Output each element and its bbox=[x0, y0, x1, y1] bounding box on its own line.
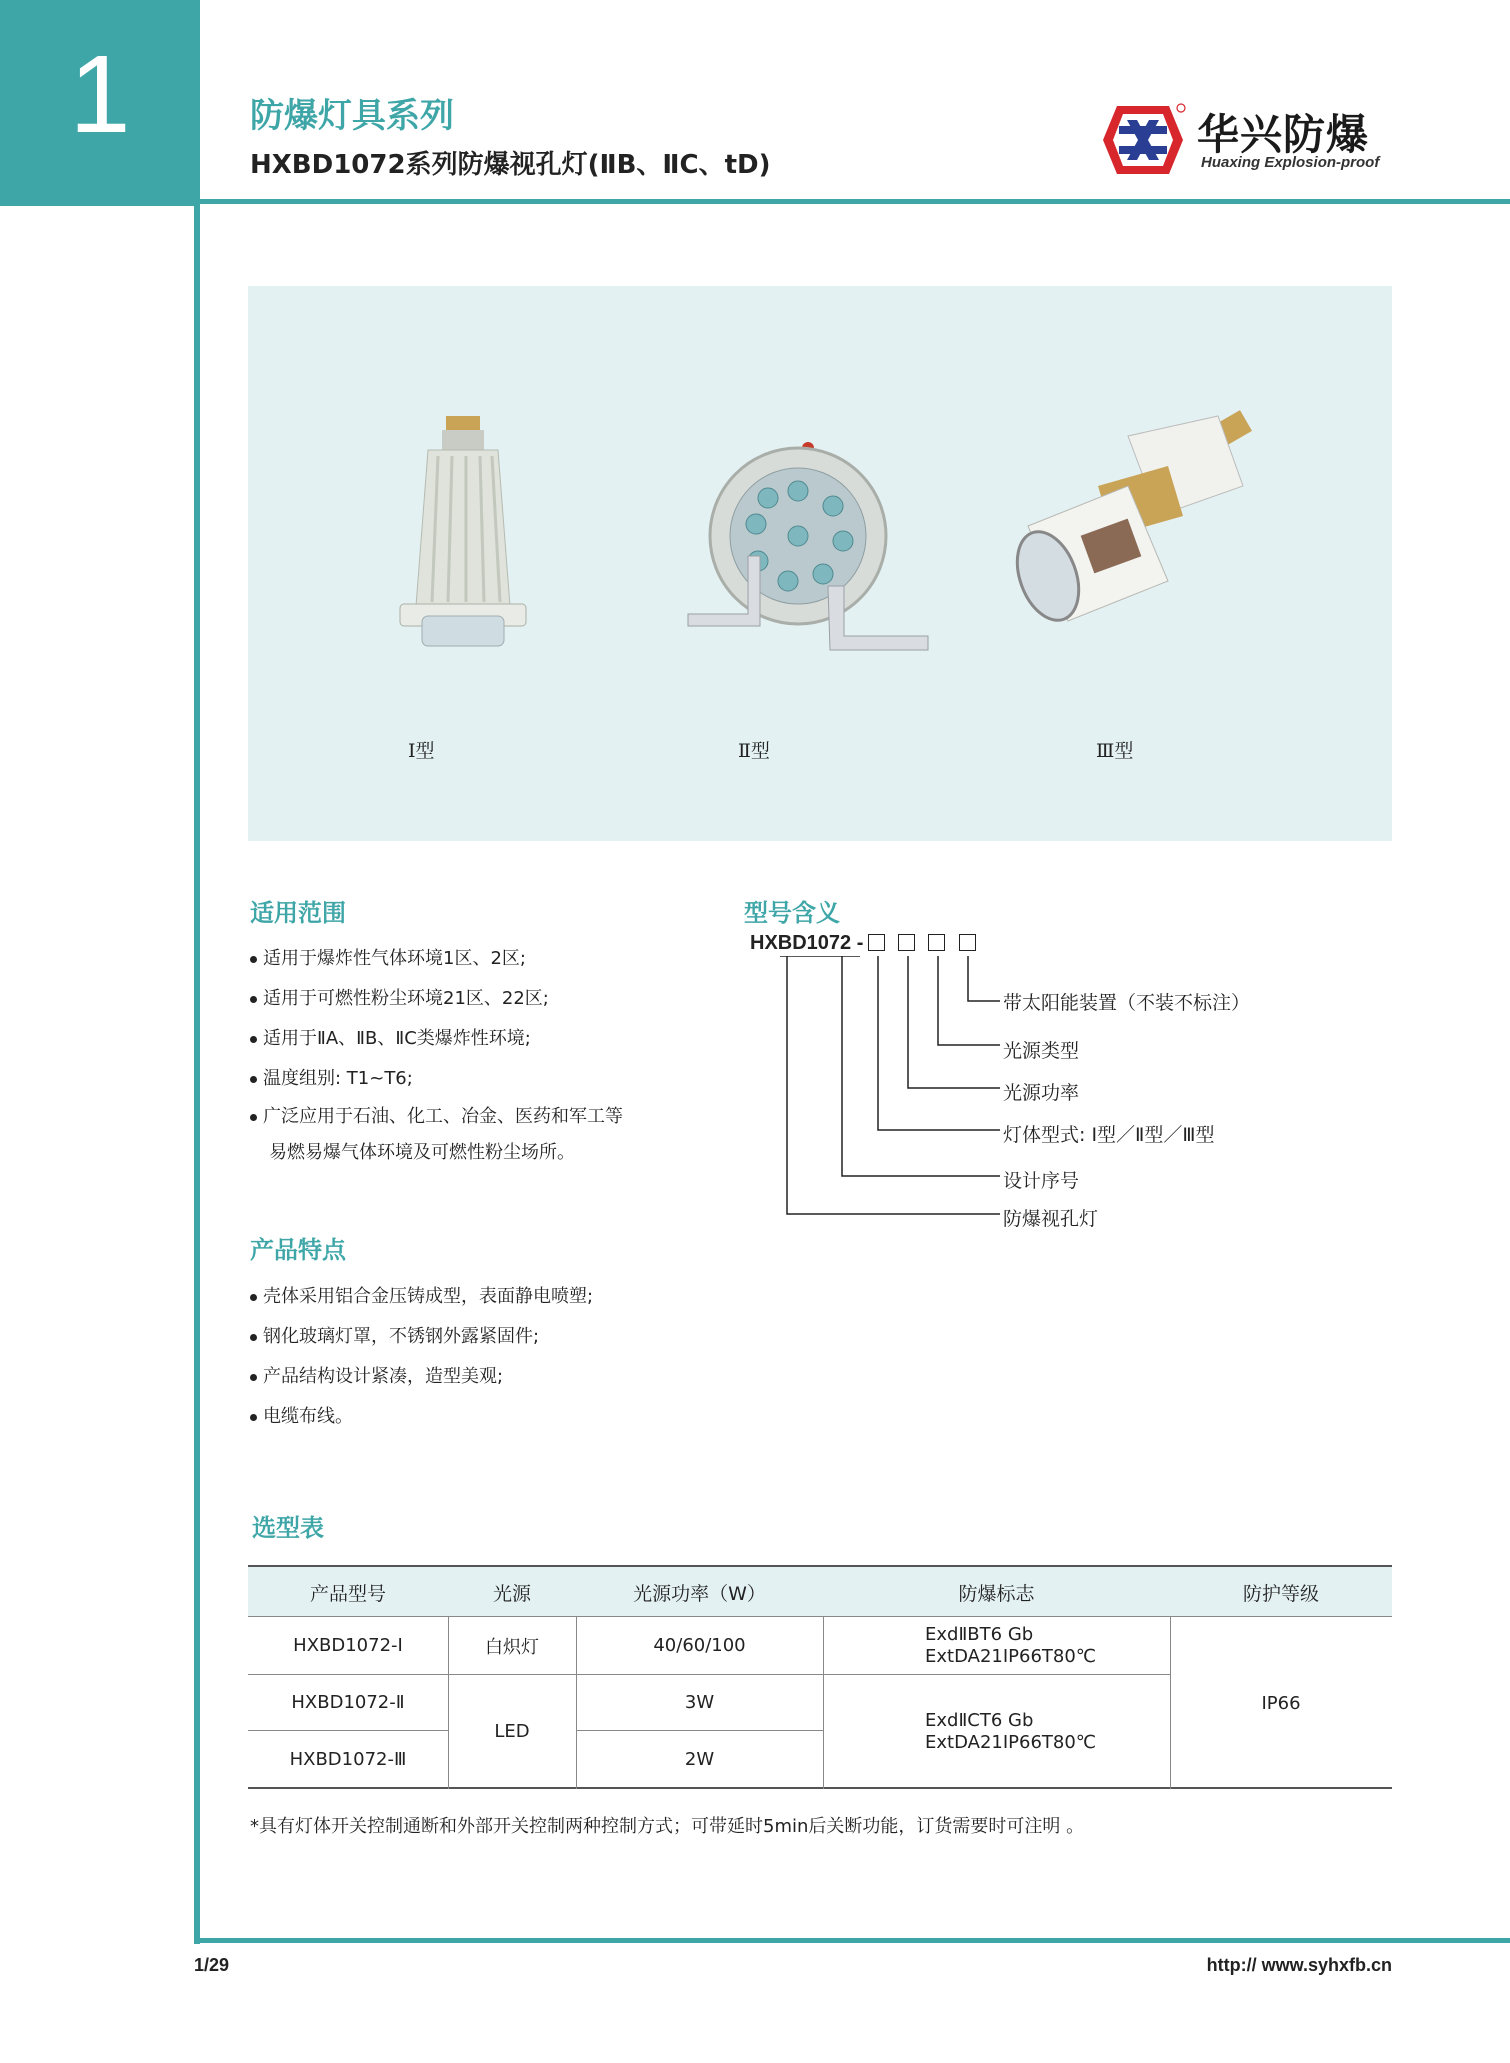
meaning-item: 设计序号 bbox=[1003, 1170, 1080, 1192]
table-cell-model: HXBD1072-Ⅲ bbox=[289, 1749, 407, 1770]
lamp-type-3-image bbox=[1008, 406, 1288, 626]
scope-title: 适用范围 bbox=[250, 899, 346, 927]
page-number: 1/29 bbox=[194, 1955, 230, 1975]
selection-title: 选型表 bbox=[252, 1514, 324, 1542]
table-cell-ex-mark: ExdⅡBT6 Gb ExtDA21IP66T80℃ bbox=[925, 1623, 1097, 1667]
table-cell-ex-mark: ExdⅡCT6 Gb ExtDA21IP66T80℃ bbox=[925, 1709, 1097, 1753]
table-cell-protection: IP66 bbox=[1261, 1692, 1301, 1714]
table-cell-model: HXBD1072-Ⅱ bbox=[291, 1691, 405, 1713]
website-url: http:// www.syhxfb.cn bbox=[1206, 1955, 1392, 1975]
product-photo-panel bbox=[248, 286, 1392, 841]
feature-item: 钢化玻璃灯罩，不锈钢外露紧固件; bbox=[250, 1322, 539, 1348]
company-logo bbox=[1095, 100, 1395, 180]
hx-emblem-icon bbox=[1095, 100, 1191, 180]
meaning-item: 带太阳能装置（不装不标注） bbox=[1003, 992, 1251, 1014]
feature-item: 产品结构设计紧凑，造型美观; bbox=[250, 1362, 503, 1388]
meaning-item: 灯体型式: Ⅰ型／Ⅱ型／Ⅲ型 bbox=[1003, 1124, 1215, 1146]
model-meaning-leader-lines bbox=[780, 956, 1010, 1226]
code-box bbox=[868, 934, 885, 951]
header-model: 产品型号 bbox=[309, 1582, 386, 1605]
table-cell-power: 3W bbox=[684, 1691, 715, 1713]
model-meaning-title: 型号含义 bbox=[744, 899, 840, 927]
chapter-number: 1 bbox=[69, 33, 131, 156]
series-title: 防爆灯具系列 bbox=[250, 96, 454, 136]
table-cell-source: 白炽灯 bbox=[485, 1636, 539, 1658]
scope-item-continued: 易燃易爆气体环境及可燃性粉尘场所。 bbox=[269, 1142, 575, 1163]
chapter-block bbox=[0, 0, 200, 206]
table-cell-power: 40/60/100 bbox=[653, 1635, 746, 1656]
left-rule bbox=[194, 206, 200, 1944]
feature-item: 壳体采用铝合金压铸成型，表面静电喷塑; bbox=[250, 1282, 593, 1308]
table-cell-power: 2W bbox=[684, 1749, 715, 1770]
table-cell-source: LED bbox=[494, 1721, 530, 1742]
lamp-type-3-label: Ⅲ型 bbox=[1096, 740, 1134, 762]
code-box bbox=[898, 934, 915, 951]
header-power: 光源功率（W） bbox=[633, 1582, 766, 1605]
meaning-item: 光源功率 bbox=[1003, 1082, 1080, 1104]
lamp-type-2-label: Ⅱ型 bbox=[738, 740, 770, 762]
header-ex-mark: 防爆标志 bbox=[958, 1582, 1035, 1605]
logo-name-cn: 华兴防爆 bbox=[1197, 110, 1370, 159]
meaning-item: 光源类型 bbox=[1003, 1040, 1080, 1062]
lamp-type-1-label: Ⅰ型 bbox=[408, 740, 435, 762]
lamp-type-1-image bbox=[388, 416, 538, 656]
code-box bbox=[959, 934, 976, 951]
scope-item: 适用于可燃性粉尘环境21区、22区; bbox=[250, 984, 549, 1010]
header-protection: 防护等级 bbox=[1242, 1582, 1319, 1605]
scope-item: 适用于爆炸性气体环境1区、2区; bbox=[250, 944, 526, 970]
model-code: HXBD1072 - bbox=[750, 932, 864, 954]
footer-rule bbox=[194, 1938, 1510, 1943]
table-cell-model: HXBD1072-Ⅰ bbox=[293, 1635, 403, 1656]
header-source: 光源 bbox=[492, 1582, 531, 1605]
product-title: HXBD1072系列防爆视孔灯(ⅡB、ⅡC、tD) bbox=[250, 150, 771, 180]
features-title: 产品特点 bbox=[250, 1236, 346, 1264]
scope-item: 适用于ⅡA、ⅡB、ⅡC类爆炸性环境; bbox=[250, 1024, 531, 1050]
scope-item: 广泛应用于石油、化工、冶金、医药和军工等 bbox=[250, 1102, 623, 1128]
meaning-item: 防爆视孔灯 bbox=[1003, 1208, 1099, 1230]
code-box bbox=[928, 934, 945, 951]
scope-item: 温度组别: T1~T6; bbox=[250, 1064, 413, 1090]
feature-item: 电缆布线。 bbox=[250, 1402, 353, 1428]
header-rule bbox=[194, 199, 1510, 204]
lamp-type-2-image bbox=[648, 436, 948, 676]
table-footnote: *具有灯体开关控制通断和外部开关控制两种控制方式；可带延时5min后关断功能，订货需要时可注明 。 bbox=[250, 1816, 1085, 1837]
logo-name-en: Huaxing Explosion-proof bbox=[1201, 154, 1380, 171]
